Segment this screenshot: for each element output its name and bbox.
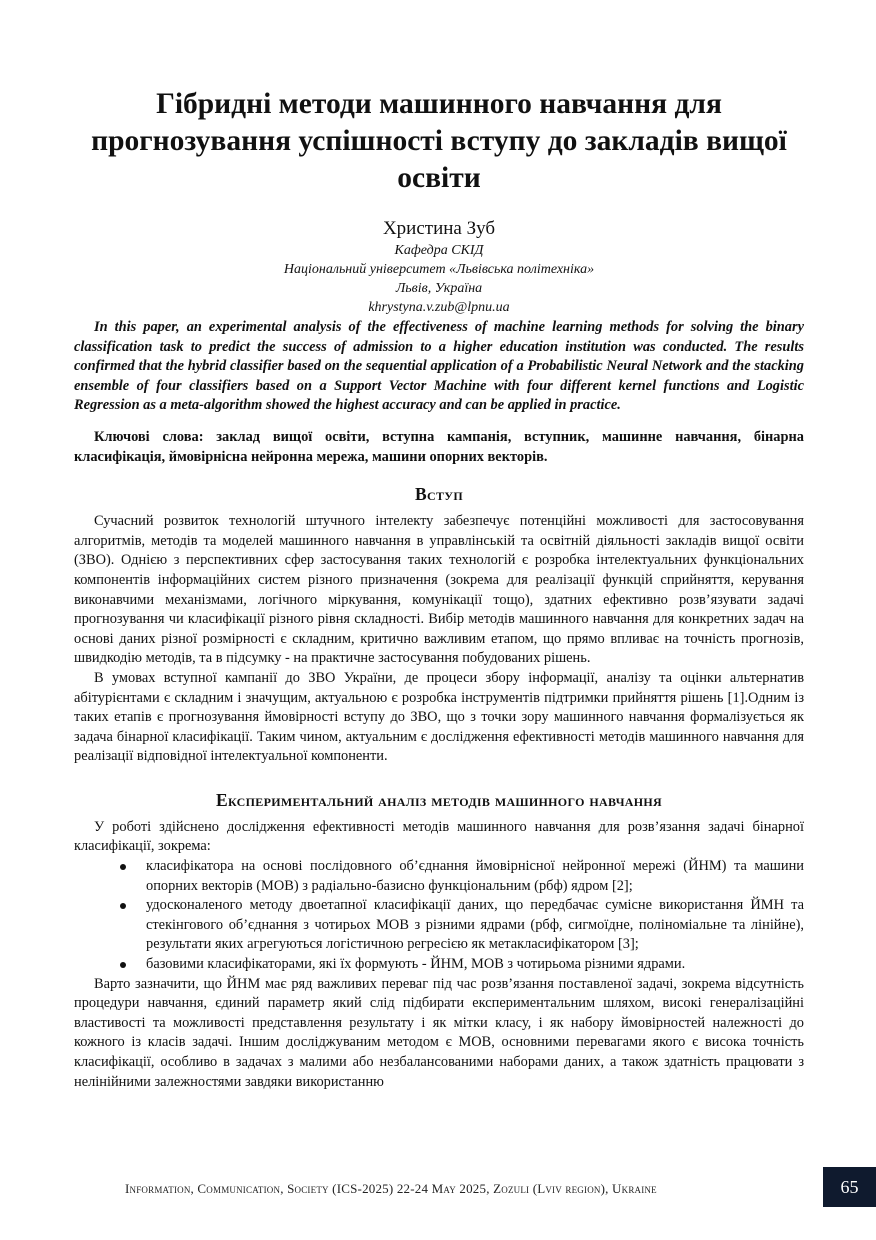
list-item bbox=[146, 955, 804, 975]
conference-footer: Information, Communication, Society (ICS-2025) 22-24 May 2025, Zozuli (Lviv region), Ukraine bbox=[125, 1181, 657, 1196]
author-department: Кафедра СКІД bbox=[394, 243, 484, 258]
paper-page bbox=[74, 86, 804, 1092]
abstract: In this paper, an experimental analysis of the effectiveness of machine learning methods for solving the binary classification task to predict the success of admission to a higher education institution was conducted. The results confirmed that the hybrid classifier based on the sequential application of a Probabilistic Neural Network and the stacking ensemble of four classifiers based on a Support Vector Machine with four different kernel functions and Logistic Regression as a meta-algorithm showed the highest accuracy and can be applied in practice. bbox=[74, 319, 804, 414]
list-item-text: класифікатора на основі послідовного об’єднання ймовірнісної нейронної мережі (ЙНМ) та машини опорних векторів (МОВ) з радіально-базисно функціональним (рбф) ядром [2]; bbox=[146, 858, 804, 894]
experiment-paragraph-1: У роботі здійснено дослідження ефективності методів машинного навчання для розв’язання задачі бінарної класифікації, зокрема: bbox=[74, 818, 804, 855]
paper-title: Гібридні методи машинного навчання для прогнозування успішності вступу до закладів вищої освіти bbox=[91, 88, 787, 194]
methods-list bbox=[74, 857, 804, 975]
intro-paragraph-1: Сучасний розвиток технологій штучного інтелекту забезпечує потенційні можливості для застосовування алгоритмів, методів та моделей машинного навчання в управлінській та освітній діяльності закладів вищої освіти (ЗВО). Однією з перспективних сфер застосування таких технологій є розробка інтелектуальних функціональних компонентів інформаційних систем різного призначення (зокрема для реалізації функцій сприйняття, керування виконавчими механізмами, логічного міркування, комунікації тощо), здатних ефективно розв’язувати задачі прогнозування чи класифікації різного рівня складності. Вибір методів машинного навчання для конкретних задач на основі даних різної розмірності є складним, критично важливим етапом, що прямо впливає на точність прогнозів, швидкодію методів, та в підсумку - на практичне застосування побудованих рішень. bbox=[74, 513, 804, 667]
bullet-icon bbox=[120, 864, 126, 870]
section-heading-experiment: Експериментальний аналіз методів машинного навчання bbox=[216, 789, 662, 810]
author-university: Національний університет «Львівська політехніка» bbox=[283, 262, 595, 277]
intro-paragraph-2: В умовах вступної кампанії до ЗВО України, де процеси збору інформації, аналізу та оцінки альтернатив абітурієнтами є складним і значущим, актуальною є розробка інструментів підтримки прийняття рішень [1].Одним із таких етапів є прогнозування ймовірності вступу до ЗВО, що з точки зору машинного навчання формалізується як задача бінарної класифікації. Таким чином, актуальним є дослідження ефективності методів машинного навчання для реалізації відповідної інтелектуальної компоненти. bbox=[74, 669, 804, 765]
page-number: 65 bbox=[823, 1167, 876, 1207]
list-item-text: удосконаленого методу двоетапної класифікації даних, що передбачає сумісне використання ЙМН та стекінгового об’єднання з чотирьох МОВ з різними ядрами (рбф, сигмоїдне, поліноміальне та лінійне), результати яких агрегуються логістичною регресією як метакласифікатором [3]; bbox=[146, 897, 804, 953]
author-city: Львів, Україна bbox=[395, 281, 483, 296]
author-email: khrystyna.v.zub@lpnu.ua bbox=[368, 300, 510, 315]
bullet-icon bbox=[120, 962, 126, 968]
bullet-icon bbox=[120, 903, 126, 909]
list-item bbox=[146, 896, 804, 955]
section-heading-intro: Вступ bbox=[415, 484, 463, 505]
experiment-paragraph-2: Варто зазначити, що ЙНМ має ряд важливих переваг під час розв’язання поставленої задачі, зокрема відсутність процедури навчання, єдиний параметр який слід підбирати експериментальним шляхом, високі генералізаційні властивості та можливості представлення результату і як мітки класу, і як набору ймовірностей належності до кожного із класів задачі. Іншим досліджуваним методом є МОВ, основними перевагами якого є висока точність класифікації, особливо в задачах з малими або незбалансованими наборами даних, а також здатність працювати з нелінійними залежностями завдяки використанню bbox=[74, 975, 804, 1090]
list-item-text: базовими класифікаторами, які їх формують - ЙНМ, МОВ з чотирьома різними ядрами. bbox=[146, 956, 686, 973]
keywords: Ключові слова: заклад вищої освіти, вступна кампанія, вступник, машинне навчання, бінарна класифікація, ймовірнісна нейронна мережа, машини опорних векторів. bbox=[74, 428, 804, 465]
author-name: Христина Зуб bbox=[382, 218, 496, 239]
list-item bbox=[146, 857, 804, 896]
